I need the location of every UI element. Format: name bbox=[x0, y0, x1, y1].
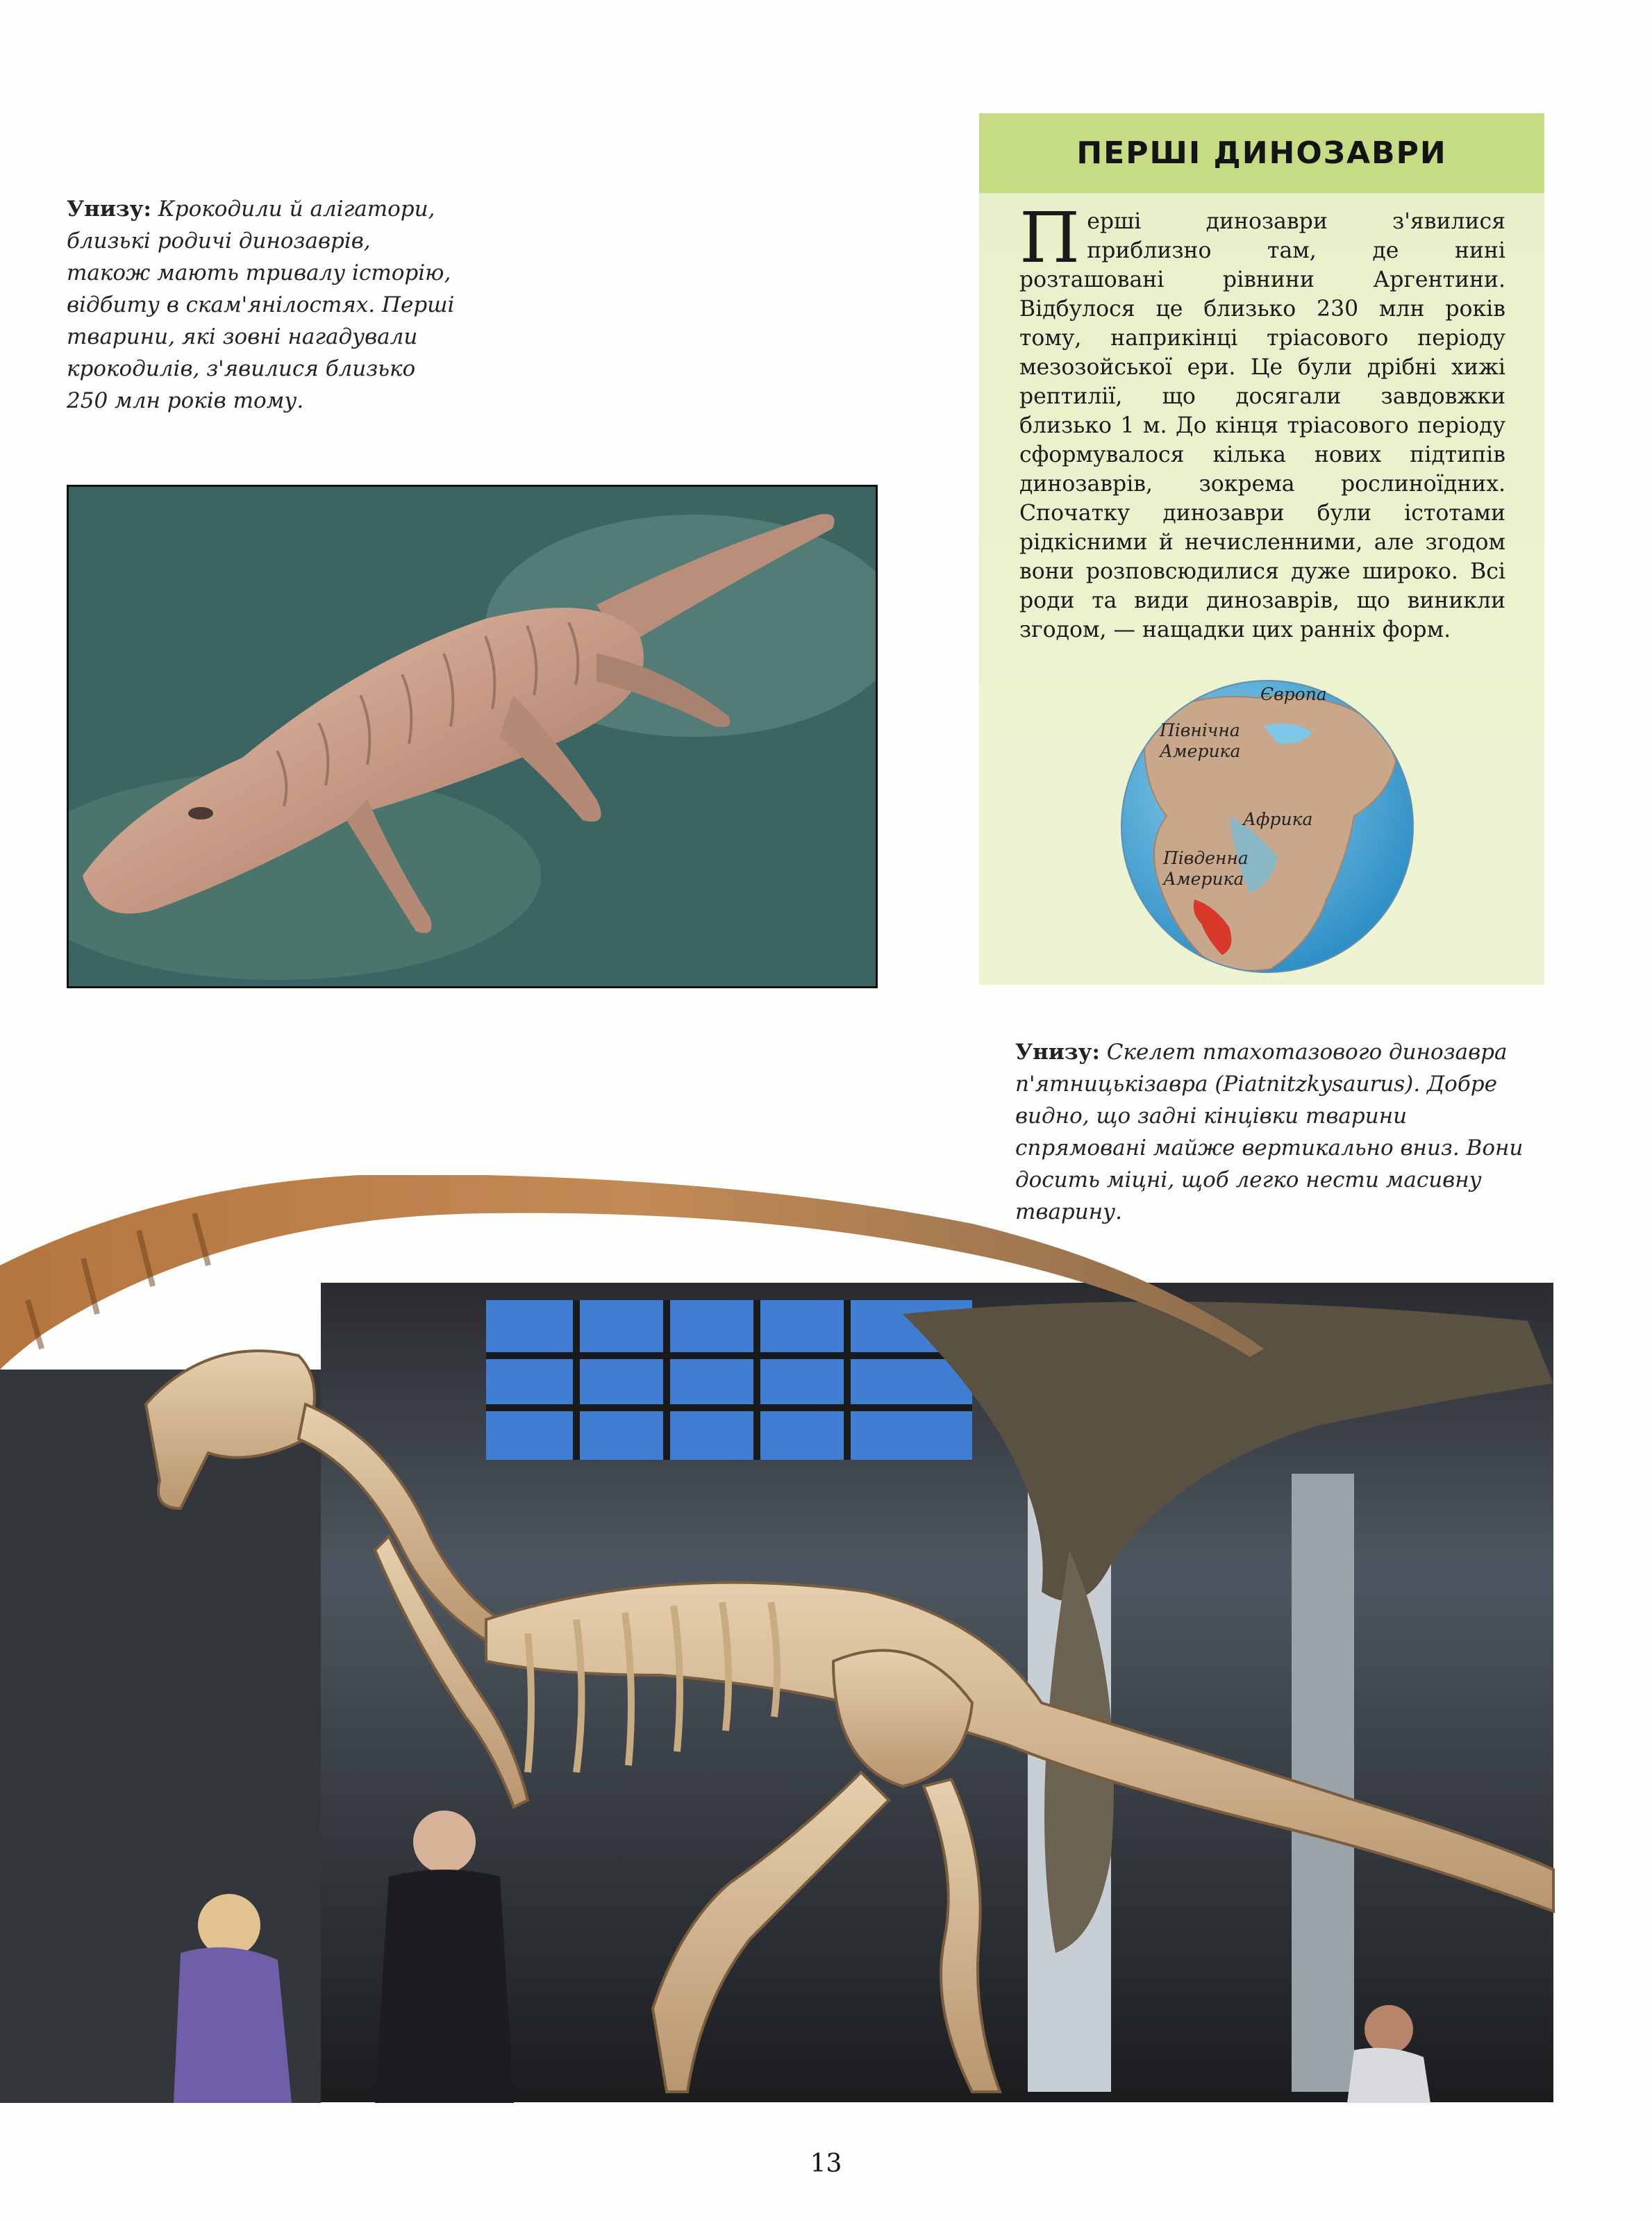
sidebar-title: ПЕРШІ ДИНОЗАВРИ bbox=[1076, 135, 1447, 171]
caption-lead: Унизу: bbox=[1015, 1040, 1100, 1065]
museum-illustration bbox=[0, 1175, 1652, 2103]
drop-cap: П bbox=[1019, 197, 1081, 278]
crocodile-photo bbox=[67, 485, 878, 988]
sidebar-first-dinosaurs bbox=[979, 113, 1544, 985]
label-south-america: Південна Америка bbox=[1163, 848, 1249, 889]
globe-map bbox=[1118, 677, 1417, 976]
caption-text: Скелет птахотазового динозавра п'ятницькізавра (Piatnitzkysaurus). Добре видно, що задні кінцівки тварини спрямовані майже вертикально вниз. Вони досить міцні, щоб легко нести масивну тварину. bbox=[1015, 1040, 1524, 1224]
sidebar-paragraph: ерші динозаври з'явилися приблизно там, де нині розташовані рівнини Аргентини. Відбулося це близько 230 млн років тому, наприкінці тріасового періоду мезозойської ери. Це були дрібні хижі рептилії, що досягали завдовжки близько 1 м. До кінця тріасового періоду сформувалося кілька нових підтипів динозаврів, зокрема рослиноїдних. Спочатку динозаври були істотами рідкісними й нечисленними, але згодом вони розповсюдилися дуже широко. Всі роди та види динозаврів, що виникли згодом, — нащадки цих ранніх форм. bbox=[1019, 209, 1505, 642]
museum-skeleton-photo bbox=[0, 1175, 1652, 2103]
caption-lead: Унизу: bbox=[67, 197, 151, 222]
label-europe: Європа bbox=[1260, 684, 1327, 704]
caption-text: Крокодили й алігатори, близькі родичі динозаврів, також мають тривалу історію, відбиту в скам'янілостях. Перші тварини, які зовні нагадували крокодилів, з'явилися близько 250 млн років тому. bbox=[67, 197, 455, 413]
crocodile-caption bbox=[67, 193, 456, 417]
sidebar-header bbox=[979, 113, 1544, 193]
crocodile-illustration bbox=[69, 487, 876, 986]
label-north-america: Північна Америка bbox=[1160, 720, 1241, 761]
sidebar-body bbox=[1019, 197, 1505, 644]
label-africa: Африка bbox=[1243, 809, 1313, 829]
page-number: 13 bbox=[810, 2149, 842, 2178]
